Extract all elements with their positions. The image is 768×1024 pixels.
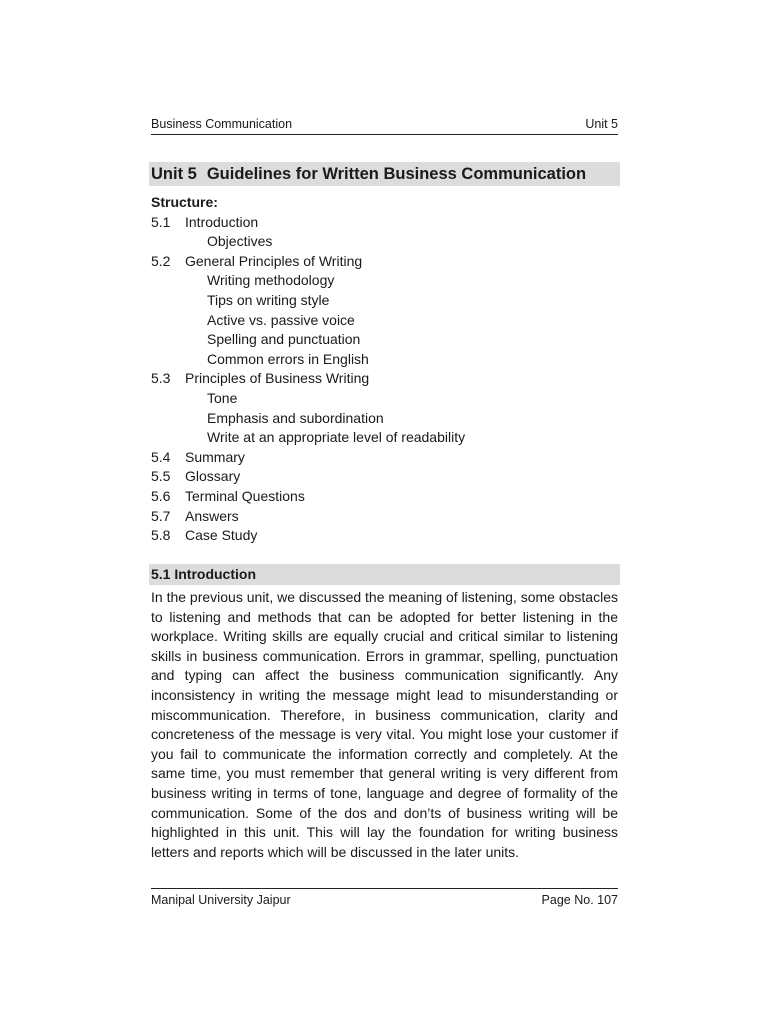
structure-subitem: Objectives [207,233,273,250]
structure-item-title: Summary [185,448,245,465]
structure-item-title: Terminal Questions [185,487,305,504]
unit-title-number: Unit 5 [151,165,197,183]
unit-title-text: Guidelines for Written Business Communication [206,165,587,183]
structure-item [151,487,621,507]
header-unit-label: Unit 5 [585,117,618,131]
header-course-name: Business Communication [151,117,293,131]
section-heading: 5.1 Introduction [149,564,620,585]
structure-item [151,252,621,272]
structure-item [151,507,621,527]
structure-item-title: General Principles of Writing [185,252,363,269]
structure-subitem: Active vs. passive voice [207,311,355,328]
structure-subitem: Emphasis and subordination [207,409,384,426]
structure-item-title: Case Study [185,527,258,544]
structure-subitem: Spelling and punctuation [207,331,361,348]
structure-item [151,213,621,233]
footer-page-number: Page No. 107 [541,893,618,907]
structure-item-title: Introduction [185,213,259,230]
structure-item-title: Answers [185,507,239,524]
structure-item-number: 5.8 [151,527,171,544]
running-footer [151,888,618,909]
structure-label: Structure: [151,194,218,210]
structure-item [151,448,621,468]
structure-item [151,467,621,487]
structure-item-number: 5.7 [151,507,171,524]
footer-university: Manipal University Jaipur [151,893,291,907]
structure-item-number: 5.6 [151,487,171,504]
structure-outline [151,193,621,546]
structure-item-number: 5.3 [151,370,171,387]
structure-item-number: 5.1 [151,213,171,230]
structure-item [151,369,621,389]
structure-item-number: 5.2 [151,252,171,269]
structure-subitem: Writing methodology [207,272,335,289]
structure-item-number: 5.4 [151,448,171,465]
structure-subitem: Write at an appropriate level of readability [207,429,466,446]
structure-item-number: 5.5 [151,468,171,485]
structure-list [151,213,621,546]
structure-item-title: Glossary [185,468,241,485]
structure-subitem: Tips on writing style [207,291,330,308]
structure-subitem: Tone [207,389,238,406]
intro-paragraph: In the previous unit, we discussed the meaning of listening, some obstacles to listening and methods that can be adopted for better listening in the workplace. Writing skills are equally crucial and critical similar to listening skills in business communication. Errors in grammar, spelling, punctuation and typing can affect the business communication significantly. Any inconsistency in writing the message might lead to misunderstanding or miscommunication. Therefore, in business communication, clarity and concreteness of the message is very vital. You might lose your customer if you fail to communicate the information correctly and completely. At the same time, you must remember that general writing is very different from business writing in terms of tone, language and degree of formality of the communication. Some of the dos and don’ts of business writing will be highlighted in this unit. This will lay the foundation for writing business letters and reports which will be discussed in the later units. [151,589,618,860]
structure-subitem: Common errors in English [207,350,369,367]
unit-title [149,162,620,186]
structure-item-title: Principles of Business Writing [185,370,370,387]
structure-item [151,526,621,546]
running-header [151,116,618,135]
